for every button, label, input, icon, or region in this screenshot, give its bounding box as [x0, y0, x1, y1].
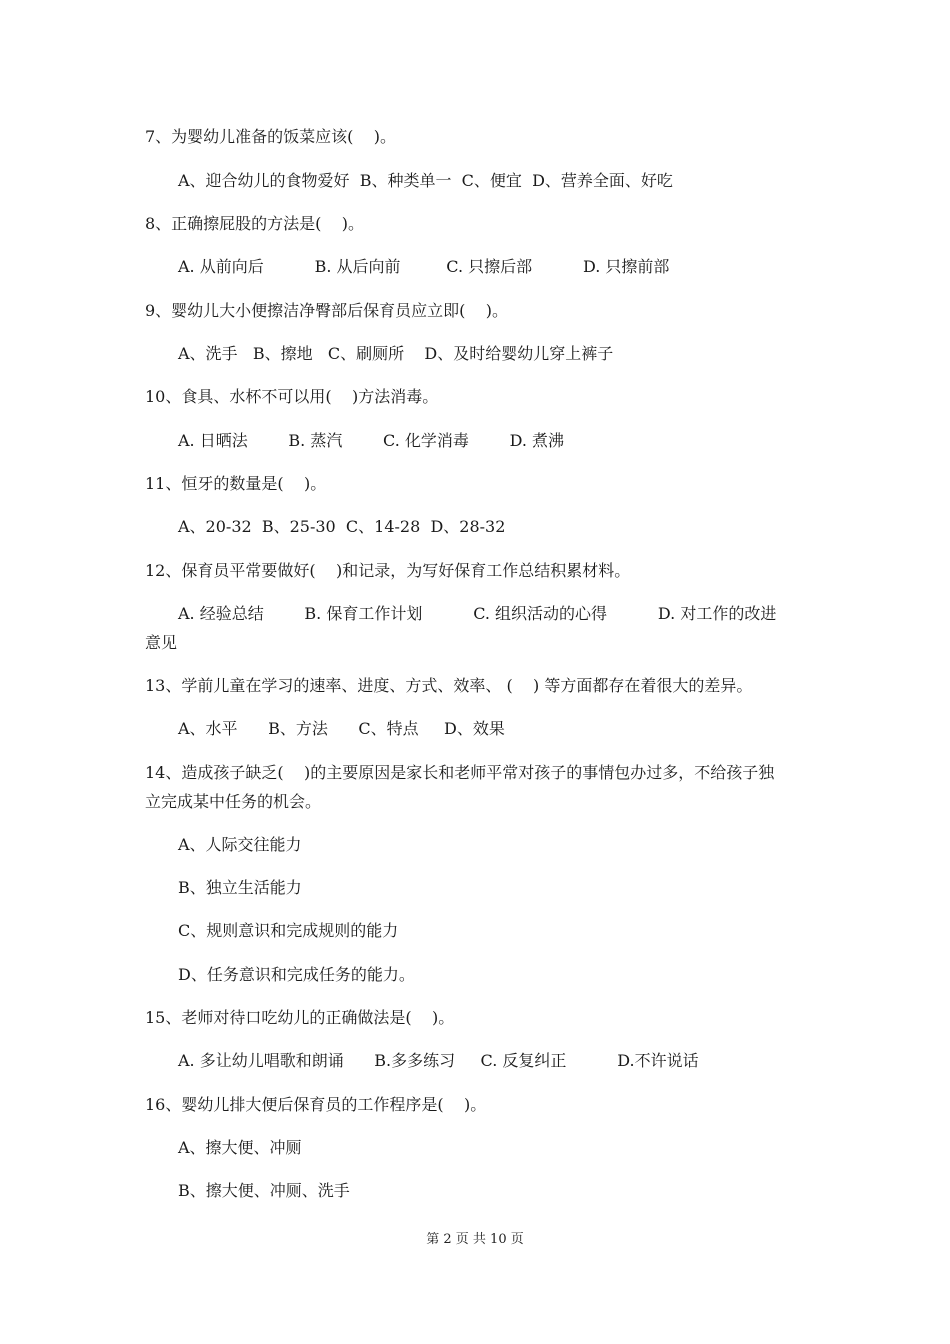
options-9: A、洗手 B、擦地 C、刷厕所 D、及时给婴幼儿穿上裤子 — [178, 344, 614, 363]
options-8: A. 从前向后 B. 从后向前 C. 只擦后部 D. 只擦前部 — [178, 257, 670, 276]
option-14d: D、任务意识和完成任务的能力。 — [178, 965, 415, 984]
options-12-continued: 意见 — [145, 633, 178, 652]
options-13: A、水平 B、方法 C、特点 D、效果 — [178, 719, 505, 738]
question-12: 12、保育员平常要做好( )和记录，为写好保育工作总结积累材料。 — [145, 561, 631, 580]
options-7: A、迎合幼儿的食物爱好 B、种类单一 C、便宜 D、营养全面、好吃 — [178, 171, 673, 190]
question-11: 11、恒牙的数量是( )。 — [145, 474, 327, 493]
question-14: 14、造成孩子缺乏( )的主要原因是家长和老师平常对孩子的事情包办过多，不给孩子独 — [145, 763, 775, 782]
question-9: 9、婴幼儿大小便擦洁净臀部后保育员应立即( )。 — [145, 301, 509, 320]
option-14b: B、独立生活能力 — [178, 878, 302, 897]
options-11: A、20-32 B、25-30 C、14-28 D、28-32 — [178, 517, 506, 536]
option-16a: A、擦大便、冲厕 — [178, 1138, 302, 1157]
options-15: A. 多让幼儿唱歌和朗诵 B.多多练习 C. 反复纠正 D.不许说话 — [178, 1051, 699, 1070]
page-footer: 第 2 页 共 10 页 — [426, 1232, 524, 1247]
question-15: 15、老师对待口吃幼儿的正确做法是( )。 — [145, 1008, 455, 1027]
options-12: A. 经验总结 B. 保育工作计划 C. 组织活动的心得 D. 对工作的改进 — [178, 604, 777, 623]
question-13: 13、学前儿童在学习的速率、进度、方式、效率、 ( ) 等方面都存在着很大的差异。 — [145, 676, 753, 695]
option-14c: C、规则意识和完成规则的能力 — [178, 921, 399, 940]
question-8: 8、正确擦屁股的方法是( )。 — [145, 214, 365, 233]
option-16b: B、擦大便、冲厕、洗手 — [178, 1181, 350, 1200]
question-7: 7、为婴幼儿准备的饭菜应该( )。 — [145, 127, 397, 146]
question-14-continued: 立完成某中任务的机会。 — [145, 792, 322, 811]
option-14a: A、人际交往能力 — [178, 835, 302, 854]
question-16: 16、婴幼儿排大便后保育员的工作程序是( )。 — [145, 1095, 487, 1114]
question-10: 10、食具、水杯不可以用( )方法消毒。 — [145, 387, 439, 406]
options-10: A. 日晒法 B. 蒸汽 C. 化学消毒 D. 煮沸 — [178, 431, 564, 450]
